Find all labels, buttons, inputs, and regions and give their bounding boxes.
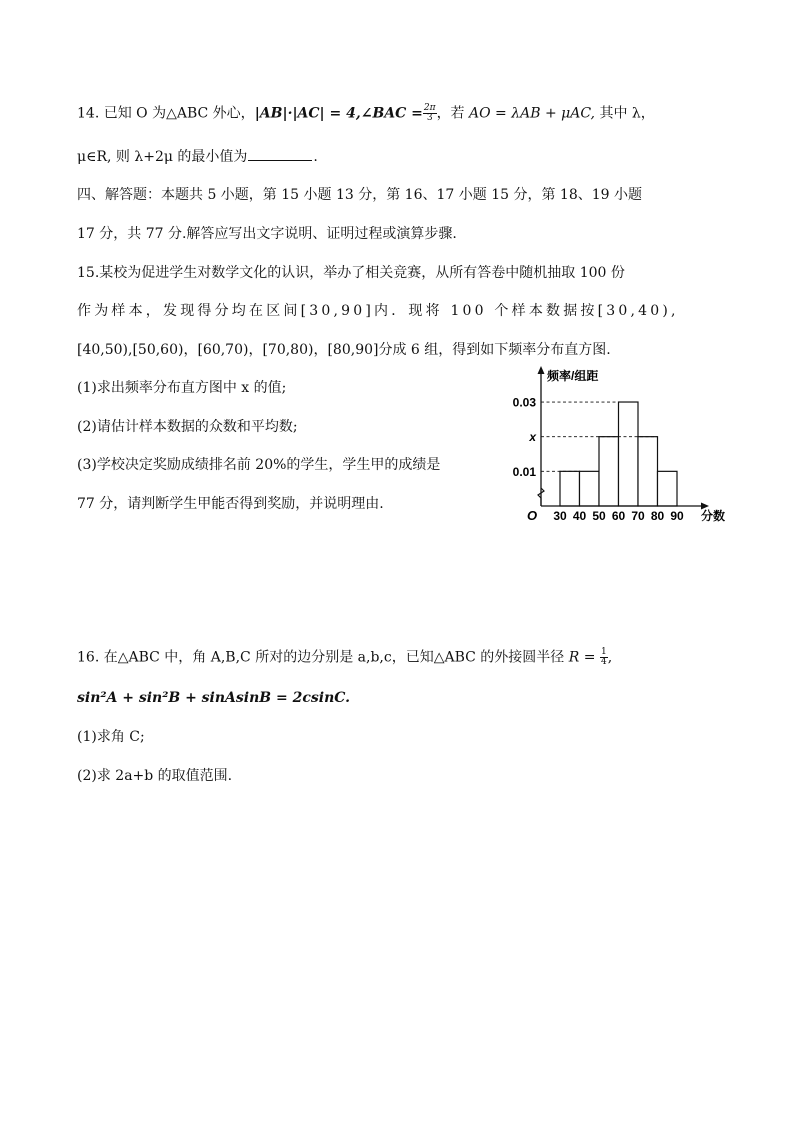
x-tick-label: 50 (592, 509, 606, 523)
x-tick-label: 80 (650, 509, 665, 523)
x-tick-label: 70 (631, 509, 645, 523)
q15-line3: [40,50),[50,60)，[60,70)，[70,80)，[80,90]分成 6 组，得到如下频率分布直方图. (77, 342, 611, 358)
frac-numerator: 1 (600, 647, 607, 657)
section4-line1: 四、解答题：本题共 5 小题，第 15 小题 13 分，第 16、17 小题 15 分，第 18、19 小题 (77, 187, 643, 203)
x-tick-label: 30 (553, 509, 567, 523)
q14-text-c: 其中 λ， (595, 105, 655, 122)
q14-line2 (77, 148, 318, 166)
q14-line2-text: μ∈R, 则 λ+2μ 的最小值为 (77, 149, 248, 165)
q16-part1: (1)求角 C; (77, 729, 145, 745)
q14-text-b: ，若 (436, 105, 465, 122)
q16-line1-text: 16. 在△ABC 中，角 A,B,C 所对的边分别是 a,b,c，已知△ABC 的外接圆半径 (77, 649, 565, 666)
q14-angle-fraction (423, 104, 437, 123)
q14-line1 (77, 104, 655, 123)
q14-text-a: 14. 已知 O 为△ABC 外心， (77, 105, 255, 122)
q16-r-math: R = (568, 649, 596, 666)
q16-equation: sin²A + sin²B + sinAsinB = 2csinC. (77, 690, 351, 706)
q15-line2: 作为样本，发现得分均在区间[30,90]内．现将 100 个样本数据按[30,40), (77, 303, 679, 319)
q15-part1: (1)求出频率分布直方图中 x 的值; (77, 380, 287, 396)
x-axis-label: 分数 (701, 509, 726, 523)
q16-part2: (2)求 2a+b 的取值范围. (77, 768, 233, 784)
y-tick-label: 0.01 (512, 464, 536, 479)
q15-part2: (2)请估计样本数据的众数和平均数; (77, 419, 298, 435)
frac-denominator: 4 (600, 657, 607, 667)
histogram-bar-70-80 (638, 437, 658, 506)
y-axis-label: 频率/组距 (547, 369, 599, 383)
q15-part3b: 77 分，请判断学生甲能否得到奖励，并说明理由. (77, 496, 384, 512)
y-tick-label: x (529, 430, 536, 445)
q15-line1: 15.某校为促进学生对数学文化的认识，举办了相关竞赛，从所有答卷中随机抽取 100 份 (77, 265, 625, 281)
q14-vector-equation: AO = λAB + μAC, (469, 105, 596, 122)
y-tick-label: 0.03 (512, 395, 536, 410)
frac-denominator: 3 (426, 113, 433, 123)
q14-line2-end: . (313, 149, 318, 165)
q15-part3a: (3)学校决定奖励成绩排名前 20%的学生，学生甲的成绩是 (77, 457, 441, 473)
histogram-bar-30-40 (560, 471, 580, 506)
section4-line2: 17 分，共 77 分.解答应写出文字说明、证明过程或演算步骤. (77, 226, 457, 242)
q14-math-condition: |AB|·|AC| = 4,∠BAC = (254, 105, 423, 122)
histogram-bar-40-50 (580, 471, 600, 506)
histogram-bar-50-60 (599, 437, 619, 506)
answer-blank[interactable] (248, 148, 312, 161)
histogram-bar-80-90 (658, 471, 678, 506)
q16-r-fraction (600, 648, 608, 667)
x-tick-label: 60 (611, 509, 626, 523)
histogram-bar-60-70 (619, 402, 639, 506)
q16-line1 (77, 648, 612, 667)
x-tick-label: 40 (572, 509, 587, 523)
origin-label: O (527, 508, 538, 523)
frac-numerator: 2π (423, 103, 436, 113)
x-tick-label: 90 (670, 509, 684, 523)
frequency-histogram (505, 360, 730, 528)
q16-r-end: , (607, 649, 613, 666)
y-axis-arrow (538, 366, 545, 374)
